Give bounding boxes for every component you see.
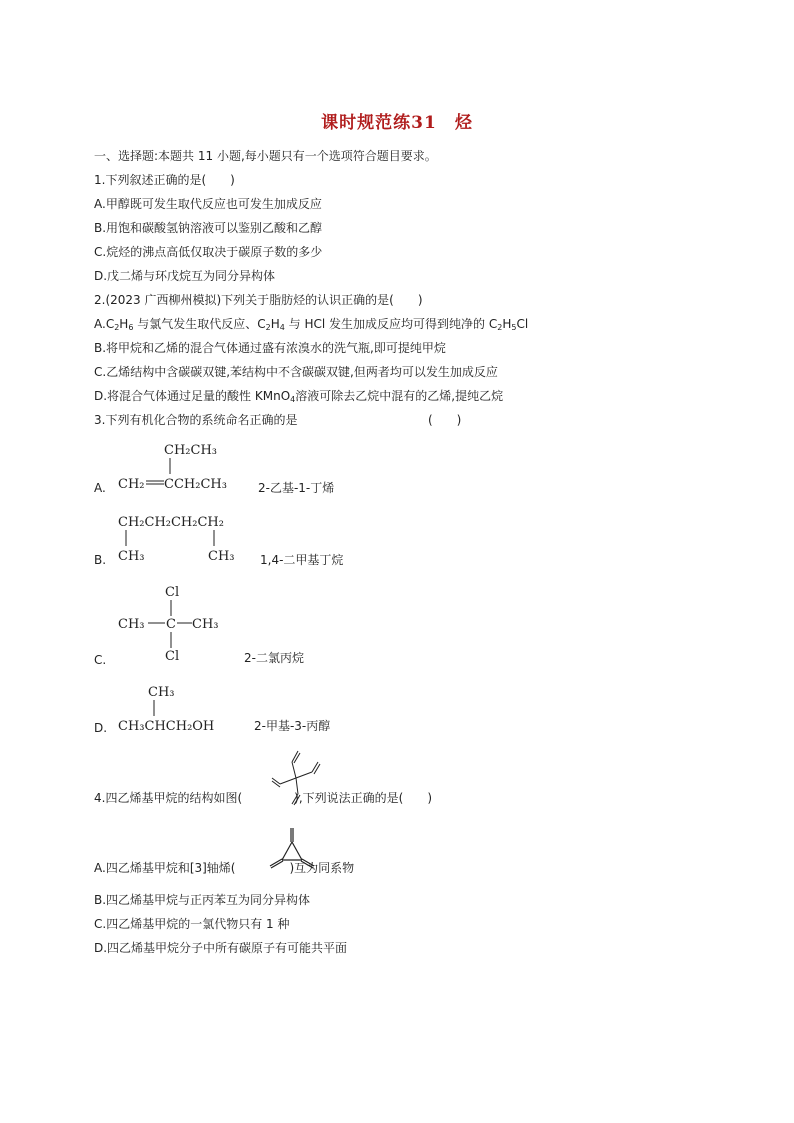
section-heading: 一、选择题:本题共 11 小题,每小题只有一个选项符合题目要求。 bbox=[94, 149, 437, 163]
q2-option-b: B.将甲烷和乙烯的混合气体通过盛有浓溴水的洗气瓶,即可提纯甲烷 bbox=[94, 341, 446, 355]
q4-option-c: C.四乙烯基甲烷的一氯代物只有 1 种 bbox=[94, 917, 290, 931]
q3-c-top-cl: Cl bbox=[165, 585, 180, 600]
q3-option-c-name: 2-二氯丙烷 bbox=[244, 651, 304, 665]
q1-option-a: A.甲醇既可发生取代反应也可发生加成反应 bbox=[94, 197, 322, 211]
q3-a-main-chain: CCH₂CH₃ bbox=[164, 477, 227, 492]
q1-option-d: D.戊二烯与环戊烷互为同分异构体 bbox=[94, 269, 276, 283]
q3-stem: 3.下列有机化合物的系统命名正确的是 bbox=[94, 413, 298, 427]
q3-answer-paren: ( ) bbox=[428, 413, 462, 427]
q4-stem: 4.四乙烯基甲烷的结构如图( ),下列说法正确的是( ) bbox=[94, 791, 433, 805]
q3-option-d-label: D. bbox=[94, 721, 108, 735]
q4-option-d: D.四乙烯基甲烷分子中所有碳原子有可能共平面 bbox=[94, 941, 348, 955]
q2-option-d: D.将混合气体通过足量的酸性 KMnO$_4$溶液可除去乙烷中混有的乙烯,提纯乙烷 bbox=[94, 389, 504, 404]
q3-b-left-methyl: CH₃ bbox=[118, 549, 145, 564]
tetravinylmethane-structure bbox=[268, 748, 324, 808]
q2-option-a: $A.C_2H_6$ 与氯气发生取代反应、$C_2H_4$ 与 HCl 发生加成反应均可得到纯净的 $C_2H_5Cl$ bbox=[94, 317, 529, 332]
q3-option-a-name: 2-乙基-1-丁烯 bbox=[258, 481, 335, 495]
q3-option-c-label: C. bbox=[94, 653, 107, 667]
page-title: 课时规范练31 烃 bbox=[321, 113, 473, 133]
q3-option-a-label: A. bbox=[94, 481, 106, 495]
q3-option-d-name: 2-甲基-3-丙醇 bbox=[254, 719, 331, 733]
q3-d-methyl: CH₃ bbox=[148, 685, 175, 700]
q3-c-left-methyl: CH₃ bbox=[118, 617, 145, 632]
q3-c-carbon: C bbox=[166, 617, 176, 632]
q3-b-right-methyl: CH₃ bbox=[208, 549, 235, 564]
q3-c-bottom-cl: Cl bbox=[165, 649, 180, 664]
q1-option-b: B.用饱和碳酸氢钠溶液可以鉴别乙酸和乙醇 bbox=[94, 221, 323, 235]
q4-option-a: A.四乙烯基甲烷和[3]轴烯( )互为同系物 bbox=[94, 861, 355, 875]
q3-a-ch2: CH₂ bbox=[118, 477, 145, 492]
q4-option-b: B.四乙烯基甲烷与正丙苯互为同分异构体 bbox=[94, 893, 311, 907]
q3-option-a-structure bbox=[112, 436, 252, 496]
q3-option-b-name: 1,4-二甲基丁烷 bbox=[260, 553, 344, 567]
q3-option-b-structure bbox=[112, 508, 252, 568]
q3-option-d-structure bbox=[112, 678, 252, 738]
q3-option-b-label: B. bbox=[94, 553, 107, 567]
q3-c-right-methyl: CH₃ bbox=[192, 617, 219, 632]
q2-stem: 2.(2023 广西柳州模拟)下列关于脂肪烃的认识正确的是( ) bbox=[94, 293, 423, 307]
q3-option-c-structure bbox=[112, 580, 242, 666]
q1-option-c: C.烷烃的沸点高低仅取决于碳原子数的多少 bbox=[94, 245, 323, 259]
radialene-structure bbox=[262, 824, 322, 876]
q1-stem: 1.下列叙述正确的是( ) bbox=[94, 173, 235, 187]
q3-a-ethyl-group: CH₂CH₃ bbox=[164, 443, 217, 458]
q3-b-main-chain: CH₂CH₂CH₂CH₂ bbox=[118, 515, 224, 530]
q2-option-c: C.乙烯结构中含碳碳双键,苯结构中不含碳碳双键,但两者均可以发生加成反应 bbox=[94, 365, 498, 379]
q3-d-main-chain: CH₃CHCH₂OH bbox=[118, 719, 215, 734]
